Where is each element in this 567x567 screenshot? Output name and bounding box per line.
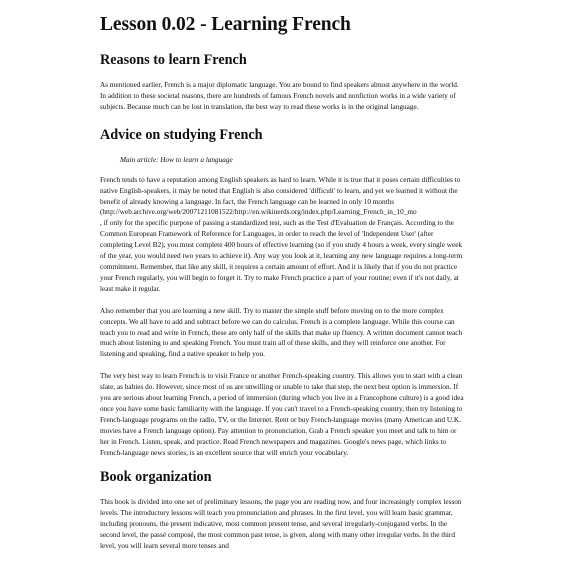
main-article-note[interactable]: Main article: How to learn a language: [120, 155, 233, 164]
paragraph-book-organization: This book is divided into one set of preliminary lessons, the page you are reading now, and four increasingly complex lesson levels. The introductory lessons will teach you pronunciation and phrases. In the first level, you will learn basic grammar, including pronouns, the present indicative, most common present tense, and several irregularly-conjugated verbs. In the second level, the passé composé, the most common past tense, is given, along with many other irregular verbs. In the third level, you will learn several more tenses and: [100, 498, 462, 551]
paragraph-advice-2: Also remember that you are learning a new skill. Try to master the simple stuff before moving on to the more complex concepts. We all have to add and subtract before we can do calculus. French is a complete language. While this course can teach you to read and write in French, these are only half of the skills that make up fluency. A written document cannot teach much about listening to and speaking French. You must train all of these skills, and they will reinforce one another. For listening and speaking, find a native speaker to help you.: [100, 306, 463, 359]
section-heading-advice: Advice on studying French: [100, 126, 263, 143]
paragraph-advice-1: [100, 175, 466, 295]
section-heading-book-organization: Book organization: [100, 469, 212, 486]
paragraph-reasons: As mentioned earlier, French is a major diplomatic language. You are bound to find speakers almost anywhere in the world. In addition to these societal reasons, there are hundreds of famous French novels and nonfiction works in a wide variety of subjects. Because much can be lost in translation, the best way to read these works is in the original language.: [100, 81, 459, 111]
section-heading-reasons: Reasons to learn French: [100, 52, 247, 68]
document-page: [100, 14, 466, 563]
archive-link[interactable]: (http://web.archive.org/web/20071211081522/http://en.wikinerds.org/index.php/Learning_French_in_10_mo: [100, 208, 417, 217]
paragraph-advice-3: The very best way to learn French is to visit France or another French-speaking country. This allows you to start with a clean slate, as babies do. However, since most of us are unwilling or unable to take that step, the next best option is immersion. If you are serious about learning French, a period of immersion (during which you live in a Francophone culture) is a good idea once you have some basic familiarity with the language. If you can't travel to a French-speaking country, then try listening to French-language programs on the radio, TV, or the Internet. Rent or buy French-language movies (many American and U.K. movies have a French language option). Pay attention to pronunciation. Grab a French speaker you meet and talk to him or her in French. Listen, speak, and practice. Read French newspapers and magazines. Google's news page, which links to French-language news stories, is an excellent source that will enrich your vocabulary.: [100, 372, 464, 457]
paragraph-advice-1-text-b: , if only for the specific purpose of passing a standardized test, such as the Test d'Evaluation de Français. According to the Common European Framework of Reference for Languages, in order to reach the level of 'Independent User' (after completing Level B2), you must complete 400 hours of effective learning (so if you study 4 hours a week, every single week of the year, you would need two years to achieve it). Any way you look at it, learning any new language requires a long-term commitment. Remember, that like any skill, it requires a certain amount of effort. And it is likely that if you do not practice your French regularly, you will begin to forget it. Try to make French practice a part of your routine; even if it's not daily, at least make it regular.: [100, 219, 463, 293]
page-title: Lesson 0.02 - Learning French: [100, 14, 351, 35]
paragraph-advice-1-text-a: French tends to have a reputation among English speakers as hard to learn. While it is true that it poses certain difficulties to native English-speakers, it may be noted that English is also considered 'difficult' to learn, and yet we learned it without the benefit of already knowing a language. In fact, the French language can be learned in only 10 months: [100, 175, 461, 206]
